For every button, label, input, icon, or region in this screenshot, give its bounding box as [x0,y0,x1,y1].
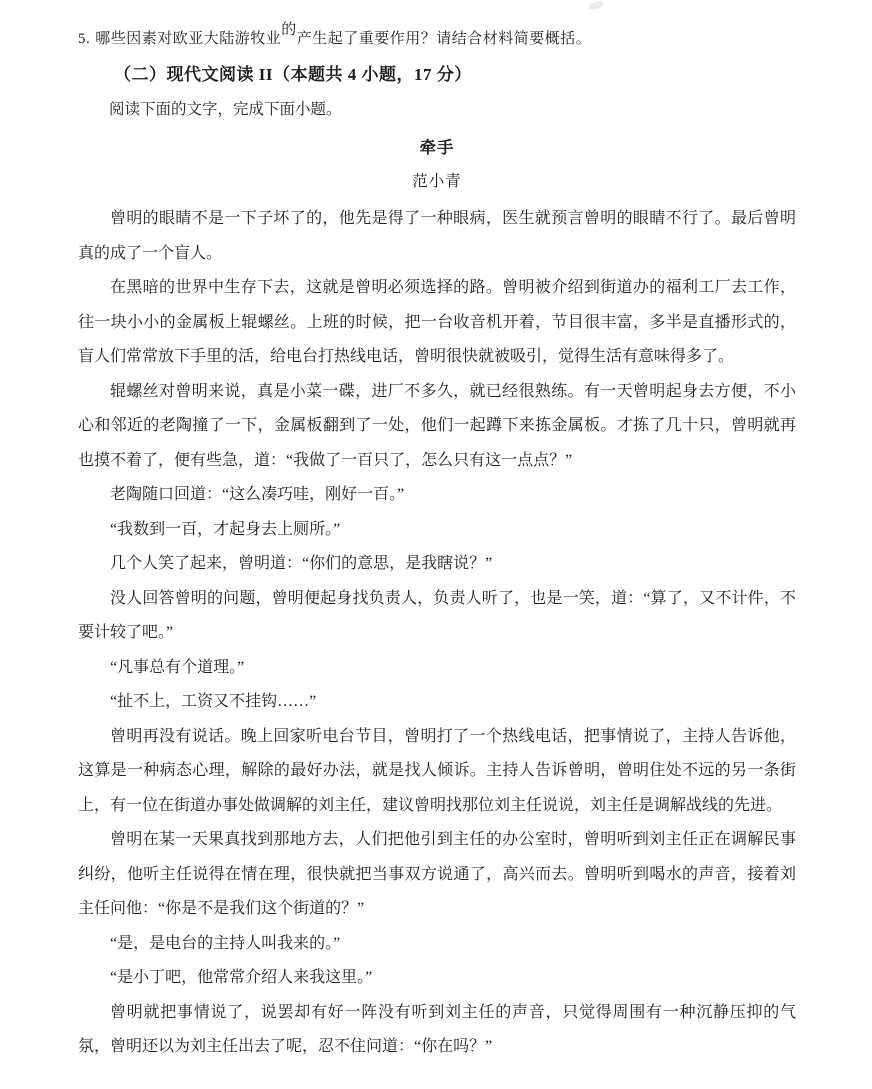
question-5 [78,22,796,50]
section-heading: （二）现代文阅读 II（本题共 4 小题，17 分） [114,65,472,84]
passage-paragraph: 曾明的眼睛不是一下子坏了的，他先是得了一种眼病，医生就预言曾明的眼睛不行了。最后曾明真的成了一个盲人。 [78,210,796,262]
passage-paragraph: 辊螺丝对曾明来说，真是小菜一碟，进厂不多久，就已经很熟练。有一天曾明起身去方便，不小心和邻近的老陶撞了一下，金属板翻到了一处，他们一起蹲下来拣金属板。才拣了几十只，曾明就再也摸不着了，便有些急，道：“我做了一百只了，怎么只有这一点点？” [78,382,796,469]
passage-paragraph: 曾明就把事情说了，说罢却有好一阵没有听到刘主任的声音，只觉得周围有一种沉静压抑的气氛，曾明还以为刘主任出去了呢，忍不住问道：“你在吗？” [78,1003,796,1055]
passage-paragraph: “是，是电台的主持人叫我来的。” [110,934,341,952]
passage-paragraph: “是小丁吧，他常常介绍人来我这里。” [110,969,373,986]
passage-paragraph: “我数到一百，才起身去上厕所。” [110,520,341,538]
passage-body [78,202,796,1065]
passage-paragraph: 曾明再没有说话。晚上回家听电台节目，曾明打了一个热线电话，把事情说了，主持人告诉他，这算是一种病态心理，解除的最好办法，就是找人倾诉。主持人告诉曾明，曾明住处不远的另一条街上，有一位在街道办事处做调解的刘主任，建议曾明找那位刘主任说说，刘主任是调解战线的先进。 [78,727,796,814]
passage-paragraph: 在黑暗的世界中生存下去，这就是曾明必须选择的路。曾明被介绍到街道办的福利工厂去工作，往一块小小的金属板上辊螺丝。上班的时候，把一台收音机开着，节目很丰富，多半是直播形式的，盲人们常常放下手里的活，给电台打热线电话，曾明很快就被吸引，觉得生活有意味得多了。 [78,279,796,365]
passage-paragraph: 没人回答曾明的问题，曾明便起身找负责人，负责人听了，也是一笑，道：“算了，又不计件，不要计较了吧。” [78,589,796,641]
question-text-before: 哪些因素对欧亚大陆游牧业 [95,31,282,47]
reading-instruction: 阅读下面的文字，完成下面小题。 [109,101,342,118]
passage-paragraph: 曾明在某一天果真找到那地方去，人们把他引到主任的办公室时，曾明听到刘主任正在调解民事纠纷，他听主任说得在情在理，很快就把当事双方说通了，高兴而去。曾明听到喝水的声音，接着刘主任问他：“你是不是我们这个街道的？” [78,831,796,917]
passage-author: 范小青 [412,173,462,190]
passage-paragraph: 几个人笑了起来，曾明道：“你们的意思，是我瞎说？” [110,555,493,572]
question-text-after: 产生起了重要作用？请结合材料简要概括。 [296,31,592,47]
question-superscript-de: 的 [281,22,297,38]
question-number: 5. [78,31,91,47]
scan-smudge-artifact [587,0,604,11]
passage-paragraph: “扯不上，工资又不挂钩……” [110,693,317,710]
passage-title: 牵手 [419,138,455,157]
passage-paragraph: “凡事总有个道理。” [110,658,245,676]
passage-paragraph: 老陶随口回道：“这么凑巧哇，刚好一百。” [110,486,405,503]
